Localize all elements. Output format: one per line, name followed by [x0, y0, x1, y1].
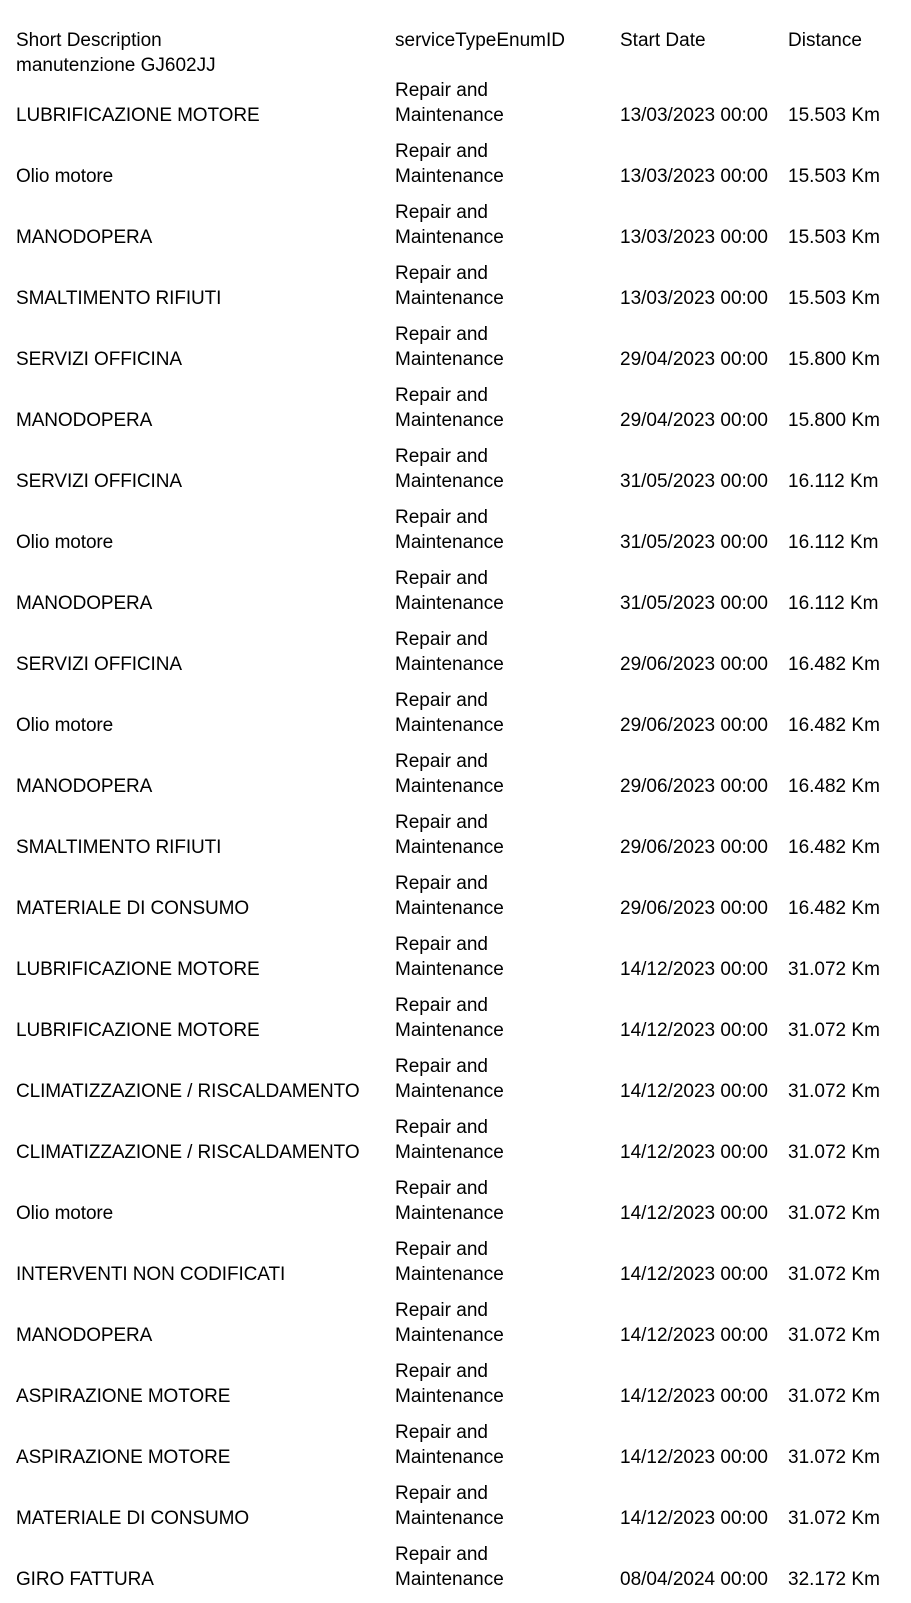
- cell-service-type-enum-id-text: Repair and Maintenance: [395, 690, 504, 736]
- cell-start-date: 31/05/2023 00:00: [620, 593, 768, 614]
- column-header-short-description: [0, 0, 380, 78]
- cell-distance: 31.072 Km: [788, 1325, 880, 1346]
- cell-distance: 15.503 Km: [788, 227, 880, 248]
- cell-service-type-enum-id: [380, 1176, 602, 1237]
- cell-distance: 31.072 Km: [788, 1264, 880, 1285]
- cell-start-date: 14/12/2023 00:00: [620, 1508, 768, 1529]
- cell-service-type-enum-id: [380, 932, 602, 993]
- column-header-start-date: [602, 0, 786, 78]
- cell-distance: 16.482 Km: [788, 898, 880, 919]
- cell-start-date: 14/12/2023 00:00: [620, 1020, 768, 1041]
- cell-distance: 15.800 Km: [788, 349, 880, 370]
- table-header: [0, 0, 911, 78]
- cell-distance: 15.503 Km: [788, 288, 880, 309]
- cell-start-date: 14/12/2023 00:00: [620, 1264, 768, 1285]
- cell-start-date: 14/12/2023 00:00: [620, 1386, 768, 1407]
- cell-distance: 15.503 Km: [788, 105, 880, 126]
- cell-service-type-enum-id: [380, 139, 602, 200]
- column-header-start-date-label: Start Date: [620, 30, 706, 51]
- cell-service-type-enum-id-text: Repair and Maintenance: [395, 1056, 504, 1102]
- cell-short-description: CLIMATIZZAZIONE / RISCALDAMENTO: [16, 1081, 360, 1102]
- cell-short-description: LUBRIFICAZIONE MOTORE: [16, 1020, 260, 1041]
- column-header-distance-label: Distance: [788, 30, 862, 51]
- cell-service-type-enum-id: [380, 322, 602, 383]
- cell-service-type-enum-id-text: Repair and Maintenance: [395, 141, 504, 187]
- table-row: [0, 200, 911, 261]
- cell-service-type-enum-id: [380, 1481, 602, 1542]
- cell-service-type-enum-id-text: Repair and Maintenance: [395, 1544, 504, 1590]
- cell-short-description: Olio motore: [16, 715, 114, 736]
- cell-service-type-enum-id-text: Repair and Maintenance: [395, 1422, 504, 1468]
- cell-distance: 31.072 Km: [788, 1020, 880, 1041]
- cell-short-description: Olio motore: [16, 1203, 114, 1224]
- cell-service-type-enum-id-text: Repair and Maintenance: [395, 1117, 504, 1163]
- table-row: [0, 444, 911, 505]
- table-row: [0, 261, 911, 322]
- cell-service-type-enum-id-text: Repair and Maintenance: [395, 385, 504, 431]
- table-row: [0, 810, 911, 871]
- cell-service-type-enum-id: [380, 566, 602, 627]
- cell-service-type-enum-id-text: Repair and Maintenance: [395, 507, 504, 553]
- cell-service-type-enum-id: [380, 78, 602, 139]
- table-row: [0, 932, 911, 993]
- cell-start-date: 14/12/2023 00:00: [620, 1203, 768, 1224]
- table-row: [0, 627, 911, 688]
- cell-service-type-enum-id-text: Repair and Maintenance: [395, 263, 504, 309]
- table-body: [0, 78, 911, 1603]
- cell-service-type-enum-id-text: Repair and Maintenance: [395, 1483, 504, 1529]
- cell-short-description: MATERIALE DI CONSUMO: [16, 1508, 250, 1529]
- table-row: [0, 1481, 911, 1542]
- table-row: [0, 749, 911, 810]
- cell-distance: 16.482 Km: [788, 837, 880, 858]
- cell-start-date: 31/05/2023 00:00: [620, 471, 768, 492]
- cell-service-type-enum-id: [380, 261, 602, 322]
- cell-start-date: 29/06/2023 00:00: [620, 654, 768, 675]
- table-row: [0, 1359, 911, 1420]
- table-row: [0, 1298, 911, 1359]
- cell-short-description: SERVIZI OFFICINA: [16, 471, 182, 492]
- cell-distance: 16.482 Km: [788, 776, 880, 797]
- cell-short-description: GIRO FATTURA: [16, 1569, 154, 1590]
- cell-service-type-enum-id-text: Repair and Maintenance: [395, 202, 504, 248]
- cell-service-type-enum-id-text: Repair and Maintenance: [395, 995, 504, 1041]
- cell-service-type-enum-id: [380, 627, 602, 688]
- table-row: [0, 78, 911, 139]
- cell-start-date: 29/06/2023 00:00: [620, 837, 768, 858]
- cell-service-type-enum-id-text: Repair and Maintenance: [395, 568, 504, 614]
- cell-start-date: 14/12/2023 00:00: [620, 1325, 768, 1346]
- cell-service-type-enum-id-text: Repair and Maintenance: [395, 873, 504, 919]
- cell-start-date: 13/03/2023 00:00: [620, 227, 768, 248]
- cell-distance: 16.112 Km: [788, 532, 879, 553]
- cell-service-type-enum-id-text: Repair and Maintenance: [395, 934, 504, 980]
- table-row: [0, 566, 911, 627]
- cell-short-description: MANODOPERA: [16, 593, 153, 614]
- column-header-short-description-line2: manutenzione GJ602JJ: [16, 55, 216, 76]
- cell-start-date: 29/06/2023 00:00: [620, 776, 768, 797]
- cell-short-description: MANODOPERA: [16, 410, 153, 431]
- cell-start-date: 14/12/2023 00:00: [620, 959, 768, 980]
- cell-short-description: ASPIRAZIONE MOTORE: [16, 1386, 231, 1407]
- cell-distance: 31.072 Km: [788, 1081, 880, 1102]
- cell-start-date: 29/04/2023 00:00: [620, 349, 768, 370]
- column-header-service-type-enum-id: [380, 0, 602, 78]
- cell-distance: 31.072 Km: [788, 1508, 880, 1529]
- cell-service-type-enum-id-text: Repair and Maintenance: [395, 751, 504, 797]
- table-row: [0, 871, 911, 932]
- cell-service-type-enum-id: [380, 1298, 602, 1359]
- cell-service-type-enum-id-text: Repair and Maintenance: [395, 629, 504, 675]
- table-row: [0, 322, 911, 383]
- cell-service-type-enum-id: [380, 444, 602, 505]
- cell-service-type-enum-id: [380, 383, 602, 444]
- cell-short-description: Olio motore: [16, 532, 114, 553]
- cell-service-type-enum-id: [380, 1542, 602, 1603]
- table-row: [0, 1420, 911, 1481]
- cell-distance: 16.112 Km: [788, 471, 879, 492]
- cell-start-date: 29/06/2023 00:00: [620, 898, 768, 919]
- cell-short-description: SERVIZI OFFICINA: [16, 654, 182, 675]
- cell-distance: 16.482 Km: [788, 654, 880, 675]
- cell-distance: 15.503 Km: [788, 166, 880, 187]
- table-row: [0, 1542, 911, 1603]
- cell-short-description: MATERIALE DI CONSUMO: [16, 898, 250, 919]
- table-header-row: [0, 0, 911, 78]
- cell-distance: 31.072 Km: [788, 959, 880, 980]
- cell-service-type-enum-id: [380, 688, 602, 749]
- table-row: [0, 505, 911, 566]
- cell-start-date: 14/12/2023 00:00: [620, 1447, 768, 1468]
- cell-service-type-enum-id: [380, 749, 602, 810]
- cell-service-type-enum-id: [380, 871, 602, 932]
- table-row: [0, 139, 911, 200]
- table-row: [0, 1115, 911, 1176]
- cell-service-type-enum-id-text: Repair and Maintenance: [395, 446, 504, 492]
- cell-distance: 31.072 Km: [788, 1203, 880, 1224]
- cell-distance: 31.072 Km: [788, 1142, 880, 1163]
- cell-service-type-enum-id: [380, 505, 602, 566]
- cell-short-description: ASPIRAZIONE MOTORE: [16, 1447, 231, 1468]
- cell-short-description: Olio motore: [16, 166, 114, 187]
- cell-short-description: LUBRIFICAZIONE MOTORE: [16, 959, 260, 980]
- cell-short-description: SMALTIMENTO RIFIUTI: [16, 288, 222, 309]
- cell-start-date: 14/12/2023 00:00: [620, 1081, 768, 1102]
- cell-start-date: 13/03/2023 00:00: [620, 166, 768, 187]
- cell-service-type-enum-id-text: Repair and Maintenance: [395, 1239, 504, 1285]
- cell-short-description: LUBRIFICAZIONE MOTORE: [16, 105, 260, 126]
- cell-short-description: MANODOPERA: [16, 227, 153, 248]
- cell-distance: 15.800 Km: [788, 410, 880, 431]
- cell-distance: 16.112 Km: [788, 593, 879, 614]
- table-row: [0, 383, 911, 444]
- cell-short-description: INTERVENTI NON CODIFICATI: [16, 1264, 286, 1285]
- table-row: [0, 1176, 911, 1237]
- cell-service-type-enum-id-text: Repair and Maintenance: [395, 1361, 504, 1407]
- column-header-service-type-enum-id-label: serviceTypeEnumID: [395, 30, 566, 51]
- table-row: [0, 1237, 911, 1298]
- cell-start-date: 14/12/2023 00:00: [620, 1142, 768, 1163]
- cell-short-description: MANODOPERA: [16, 776, 153, 797]
- cell-service-type-enum-id-text: Repair and Maintenance: [395, 812, 504, 858]
- cell-service-type-enum-id: [380, 1115, 602, 1176]
- cell-distance: 32.172 Km: [788, 1569, 880, 1590]
- cell-service-type-enum-id-text: Repair and Maintenance: [395, 1178, 504, 1224]
- cell-start-date: 08/04/2024 00:00: [620, 1569, 768, 1590]
- cell-service-type-enum-id: [380, 1359, 602, 1420]
- table-row: [0, 688, 911, 749]
- table-row: [0, 993, 911, 1054]
- cell-service-type-enum-id-text: Repair and Maintenance: [395, 324, 504, 370]
- cell-service-type-enum-id: [380, 1237, 602, 1298]
- cell-start-date: 13/03/2023 00:00: [620, 105, 768, 126]
- cell-distance: 31.072 Km: [788, 1447, 880, 1468]
- cell-service-type-enum-id: [380, 993, 602, 1054]
- cell-start-date: 29/06/2023 00:00: [620, 715, 768, 736]
- cell-service-type-enum-id: [380, 810, 602, 871]
- column-header-short-description-line1: Short Description: [16, 30, 162, 51]
- cell-short-description: MANODOPERA: [16, 1325, 153, 1346]
- cell-service-type-enum-id: [380, 1054, 602, 1115]
- cell-service-type-enum-id-text: Repair and Maintenance: [395, 80, 504, 126]
- cell-short-description: SERVIZI OFFICINA: [16, 349, 182, 370]
- cell-short-description: CLIMATIZZAZIONE / RISCALDAMENTO: [16, 1142, 360, 1163]
- cell-service-type-enum-id-text: Repair and Maintenance: [395, 1300, 504, 1346]
- cell-distance: 31.072 Km: [788, 1386, 880, 1407]
- cell-distance: 16.482 Km: [788, 715, 880, 736]
- cell-service-type-enum-id: [380, 1420, 602, 1481]
- column-header-distance: [786, 0, 911, 78]
- cell-start-date: 29/04/2023 00:00: [620, 410, 768, 431]
- cell-service-type-enum-id: [380, 200, 602, 261]
- table-row: [0, 1054, 911, 1115]
- cell-start-date: 31/05/2023 00:00: [620, 532, 768, 553]
- cell-short-description: SMALTIMENTO RIFIUTI: [16, 837, 222, 858]
- cell-start-date: 13/03/2023 00:00: [620, 288, 768, 309]
